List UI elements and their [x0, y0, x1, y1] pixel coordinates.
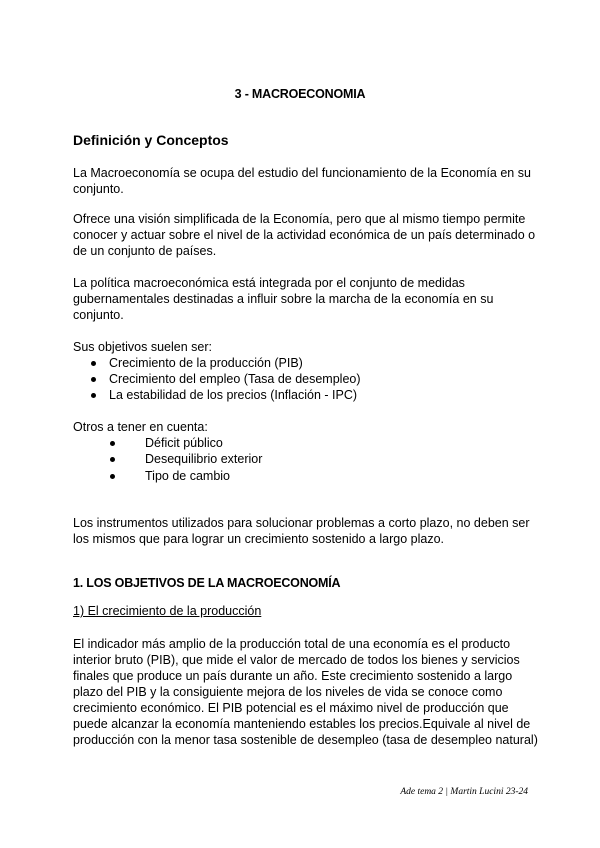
paragraph-line: de un conjunto de países.	[73, 244, 217, 258]
paragraph-line: los mismos que para lograr un crecimiento sostenido a largo plazo.	[73, 532, 445, 546]
list-item: Desequilibrio exterior	[145, 452, 263, 466]
paragraph-line: El indicador más amplio de la producción total de una economía es el producto	[73, 637, 511, 651]
paragraph-line: producción con la menor tasa sostenible de desempleo (tasa de desempleo natural)	[73, 733, 538, 747]
list-item: Crecimiento de la producción (PIB)	[109, 356, 303, 370]
paragraph-line: interior bruto (PIB), que mide el valor de mercado de todos los bienes y servicios	[73, 653, 520, 667]
paragraph-line: conjunto.	[73, 182, 124, 196]
bullet-icon	[110, 457, 115, 462]
list-item: Déficit público	[145, 436, 223, 450]
paragraph-line: La política macroeconómica está integrada por el conjunto de medidas	[73, 276, 465, 290]
list-item: La estabilidad de los precios (Inflación - IPC)	[109, 388, 358, 402]
list-item: Crecimiento del empleo (Tasa de desempleo)	[109, 372, 361, 386]
paragraph-line: Los instrumentos utilizados para solucionar problemas a corto plazo, no deben ser	[73, 516, 530, 530]
paragraph-line: finales que produce un país durante un año. Este crecimiento sostenido a largo	[73, 669, 513, 683]
bullet-icon	[110, 474, 115, 479]
bullet-icon	[91, 393, 96, 398]
others-intro: Otros a tener en cuenta:	[73, 420, 208, 434]
paragraph-line: La Macroeconomía se ocupa del estudio del funcionamiento de la Economía en su	[73, 166, 531, 180]
paragraph-line: plazo del PIB y la consiguiente mejora de los niveles de vida se conoce como	[73, 685, 503, 699]
list-item: Tipo de cambio	[145, 469, 230, 483]
subsection-heading-growth: 1) El crecimiento de la producción	[73, 604, 262, 618]
page-footer: Ade tema 2 | Martin Lucini 23-24	[400, 787, 528, 797]
bullet-icon	[91, 361, 96, 366]
page-title: 3 - MACROECONOMIA	[234, 87, 366, 101]
bullet-icon	[110, 441, 115, 446]
paragraph-line: conjunto.	[73, 308, 124, 322]
objectives-intro: Sus objetivos suelen ser:	[73, 340, 212, 354]
section-heading-objectives: 1. LOS OBJETIVOS DE LA MACROECONOMÍA	[73, 576, 341, 590]
paragraph-line: Ofrece una visión simplificada de la Economía, pero que al mismo tiempo permite	[73, 212, 526, 226]
bullet-icon	[91, 377, 96, 382]
section-heading-definition: Definición y Conceptos	[73, 132, 229, 148]
paragraph-line: gubernamentales destinadas a influir sobre la marcha de la economía en su	[73, 292, 494, 306]
paragraph-line: puede alcanzar la economía manteniendo estables los precios.Equivale al nivel de	[73, 717, 531, 731]
paragraph-line: conocer y actuar sobre el nivel de la actividad económica de un país determinado o	[73, 228, 536, 242]
paragraph-line: crecimiento económico. El PIB potencial es el máximo nivel de producción que	[73, 701, 509, 715]
